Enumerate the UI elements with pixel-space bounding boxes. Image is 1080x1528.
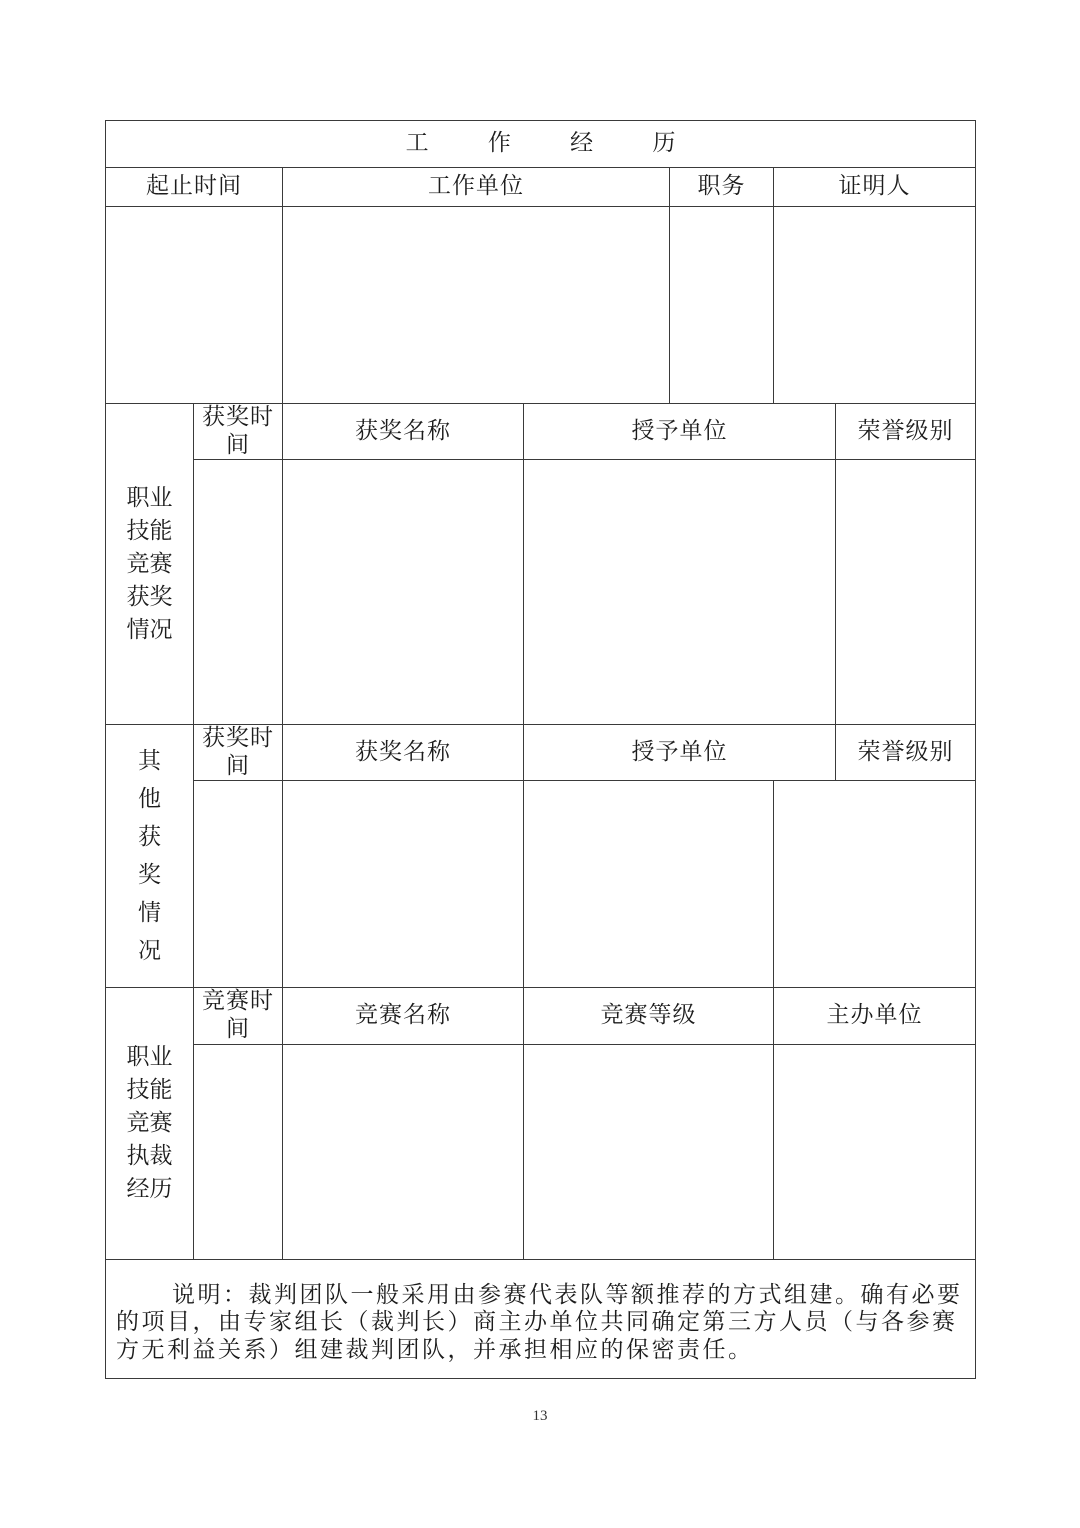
work-period-cell[interactable]	[106, 207, 283, 404]
referee-name-cell[interactable]	[283, 1044, 524, 1259]
referee-header-name: 竞赛名称	[283, 988, 524, 1044]
referee-organizer-cell[interactable]	[774, 1044, 976, 1259]
skill-award-header-time: 获奖时间	[194, 404, 283, 460]
referee-label-cell	[106, 988, 194, 1259]
other-award-level-cell[interactable]	[774, 781, 976, 988]
other-awards-label: 其 他 获 奖 情 况	[138, 748, 161, 965]
referee-header-level: 竞赛等级	[524, 988, 774, 1044]
work-header-period: 起止时间	[106, 168, 283, 207]
skill-awards-label-cell	[106, 404, 194, 725]
skill-award-header-issuer: 授予单位	[524, 404, 836, 460]
form-note: 说明：裁判团队一般采用由参赛代表队等额推荐的方式组建。确有必要的项目，由专家组长（裁判长）商主办单位共同确定第三方人员（与各参赛方无利益关系）组建裁判团队，并承担相应的保密责任。	[106, 1259, 976, 1379]
skill-award-time-cell[interactable]	[194, 460, 283, 725]
referee-application-form	[105, 120, 976, 1379]
work-history-title: 工 作 经 历	[106, 121, 976, 168]
referee-level-cell[interactable]	[524, 1044, 774, 1259]
work-header-employer: 工作单位	[283, 168, 670, 207]
other-award-issuer-cell[interactable]	[524, 781, 774, 988]
skill-award-header-name: 获奖名称	[283, 404, 524, 460]
work-reference-cell[interactable]	[774, 207, 976, 404]
skill-awards-label: 职业 技能 竞赛 获奖 情况	[126, 484, 173, 643]
skill-award-issuer-cell[interactable]	[524, 460, 836, 725]
skill-award-header-level: 荣誉级别	[836, 404, 976, 460]
other-award-time-cell[interactable]	[194, 781, 283, 988]
referee-header-time: 竞赛时间	[194, 988, 283, 1044]
other-award-header-level: 荣誉级别	[836, 725, 976, 781]
work-header-reference: 证明人	[774, 168, 976, 207]
other-award-header-time: 获奖时间	[194, 725, 283, 781]
work-employer-cell[interactable]	[283, 207, 670, 404]
other-award-header-name: 获奖名称	[283, 725, 524, 781]
skill-award-name-cell[interactable]	[283, 460, 524, 725]
other-award-name-cell[interactable]	[283, 781, 524, 988]
skill-award-level-cell[interactable]	[836, 460, 976, 725]
page-number: 13	[532, 1408, 548, 1424]
other-award-header-issuer: 授予单位	[524, 725, 836, 781]
work-header-position: 职务	[670, 168, 774, 207]
other-awards-label-cell	[106, 725, 194, 988]
work-position-cell[interactable]	[670, 207, 774, 404]
referee-header-organizer: 主办单位	[774, 988, 976, 1044]
referee-time-cell[interactable]	[194, 1044, 283, 1259]
referee-label: 职业 技能 竞赛 执裁 经历	[126, 1043, 173, 1202]
